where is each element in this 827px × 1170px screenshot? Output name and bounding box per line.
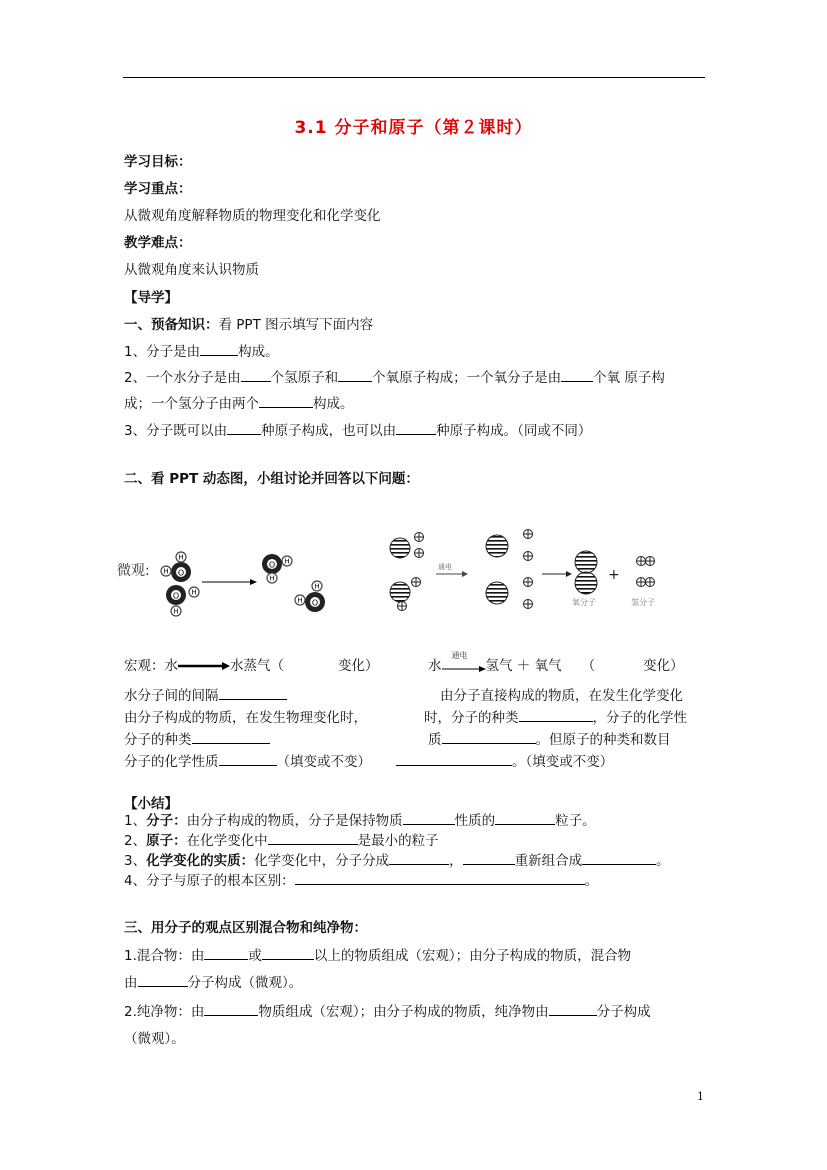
blank	[549, 1001, 597, 1016]
svg-text:O: O	[177, 568, 185, 578]
plus-sign: +	[608, 567, 620, 583]
blank	[442, 729, 536, 744]
svg-text:H: H	[163, 567, 169, 576]
macro-left: 宏观：水 水蒸气（ 变化）	[124, 658, 379, 674]
blank	[582, 850, 656, 865]
summary-4: 4、分子与原子的根本区别： 。	[124, 869, 598, 889]
summary-heading: 【小结】	[124, 796, 178, 812]
blank	[295, 870, 585, 885]
water-electrolysis-diagram	[390, 530, 655, 611]
blank	[227, 420, 261, 435]
blank	[495, 810, 555, 825]
svg-text:H: H	[284, 557, 290, 566]
water-molecule	[166, 585, 199, 616]
blank	[259, 393, 313, 408]
blank	[204, 945, 248, 960]
blank	[561, 367, 593, 382]
svg-text:H: H	[178, 553, 184, 562]
blank	[396, 420, 436, 435]
header-rule	[123, 77, 705, 78]
prep-q2a: 2、一个水分子是由 个氢原子和 个氧原子构成；一个氧分子是由 个氧 原子构	[124, 366, 665, 386]
blank	[200, 341, 238, 356]
svg-text:O: O	[268, 560, 276, 570]
oxygen-atom	[575, 572, 597, 594]
right-col-line: 时，分子的种类 ，分子的化学性	[424, 706, 687, 726]
difficulty-label: 教学难点：	[124, 235, 192, 251]
blank	[463, 850, 515, 865]
svg-text:O: O	[172, 591, 180, 601]
prep-label: 一、预备知识：	[124, 317, 219, 333]
summary-3: 3、化学变化的实质：化学变化中，分子分成 ， 重新组合成 。	[124, 849, 670, 869]
summary-2: 2、原子：在化学变化中 是最小的粒子	[124, 829, 439, 849]
mixture-line: 1.混合物：由 或 以上的物质组成（宏观）；由分子构成的物质，混合物	[124, 944, 631, 964]
pure-line-2: （微观）。	[124, 1031, 185, 1047]
blank	[241, 367, 271, 382]
svg-text:H: H	[173, 607, 179, 616]
section3-heading: 三、用分子的观点区别混合物和纯净物：	[124, 920, 367, 936]
molecule-diagram	[110, 520, 690, 630]
prep-line	[124, 313, 373, 333]
micro-label: 微观:	[117, 563, 150, 579]
pure-line: 2.纯净物：由 物质组成（宏观）；由分子构成的物质，纯净物由 分子构成	[124, 1000, 651, 1020]
arrow-label: 通电	[438, 563, 452, 571]
blank	[519, 707, 593, 722]
left-col-line: 分子的化学性质 （填变或不变）	[124, 750, 371, 770]
water-molecule	[295, 581, 325, 612]
svg-text:H: H	[269, 574, 275, 583]
arrow-head	[250, 579, 257, 585]
arrow	[442, 664, 486, 674]
goal-label: 学习目标：	[124, 154, 192, 170]
blank	[204, 1001, 258, 1016]
section2-heading: 二、看 PPT 动态图，小组讨论并回答以下问题：	[124, 471, 419, 487]
macro-right: 水 通电 氢气 ＋ 氧气 （ 变化）	[428, 651, 684, 674]
summary-1: 1、分子：由分子构成的物质，分子是保持物质 性质的 粒子。	[124, 809, 596, 829]
arrow-label: 通电	[451, 651, 468, 660]
blank	[389, 850, 449, 865]
blank	[219, 751, 277, 766]
blank	[338, 367, 372, 382]
svg-text:H: H	[314, 582, 320, 591]
right-col-line: 由分子直接构成的物质，在发生化学变化	[440, 688, 683, 704]
water-molecule	[262, 554, 292, 583]
page-number: 1	[697, 1090, 704, 1103]
blank	[219, 685, 287, 700]
prep-q3: 3、分子既可以由 种原子构成，也可以由 种原子构成。（同或不同）	[124, 419, 591, 439]
svg-text:H: H	[191, 588, 197, 597]
left-col-line: 由分子构成的物质，在发生物理变化时，	[124, 710, 367, 726]
oxygen-molecule-label: 氧分子	[572, 598, 596, 607]
water-molecule	[161, 552, 191, 582]
blank	[192, 729, 270, 744]
difficulty-text: 从微观角度来认识物质	[124, 262, 259, 278]
guide-heading: 【导学】	[124, 290, 178, 306]
left-col-line: 水分子间的间隔	[124, 684, 287, 704]
right-col-line: 质 。但原子的种类和数目	[428, 728, 671, 748]
mixture-line-2: 由 分子构成（微观）。	[124, 971, 302, 991]
svg-text:H: H	[297, 596, 303, 605]
oxygen-atom	[575, 551, 597, 573]
blank	[268, 830, 358, 845]
left-col-line: 分子的种类	[124, 728, 270, 748]
blank	[262, 945, 314, 960]
prep-q2b: 成；一个氢分子由两个 构成。	[124, 392, 354, 412]
blank	[396, 751, 512, 766]
hydrogen-molecule-label: 氢分子	[631, 598, 655, 607]
right-col-line: 。（填变或不变）	[396, 750, 613, 770]
focus-text: 从微观角度解释物质的物理变化和化学变化	[124, 208, 381, 224]
prep-text: 看 PPT 图示填写下面内容	[218, 317, 374, 333]
prep-q1: 1、分子是由 构成。	[124, 340, 279, 360]
focus-label: 学习重点：	[124, 181, 192, 197]
page-title: 3.1 分子和原子（第２课时）	[294, 118, 533, 138]
blank	[138, 972, 188, 987]
blank	[403, 810, 455, 825]
thick-arrow	[178, 661, 230, 671]
svg-text:O: O	[311, 598, 319, 608]
